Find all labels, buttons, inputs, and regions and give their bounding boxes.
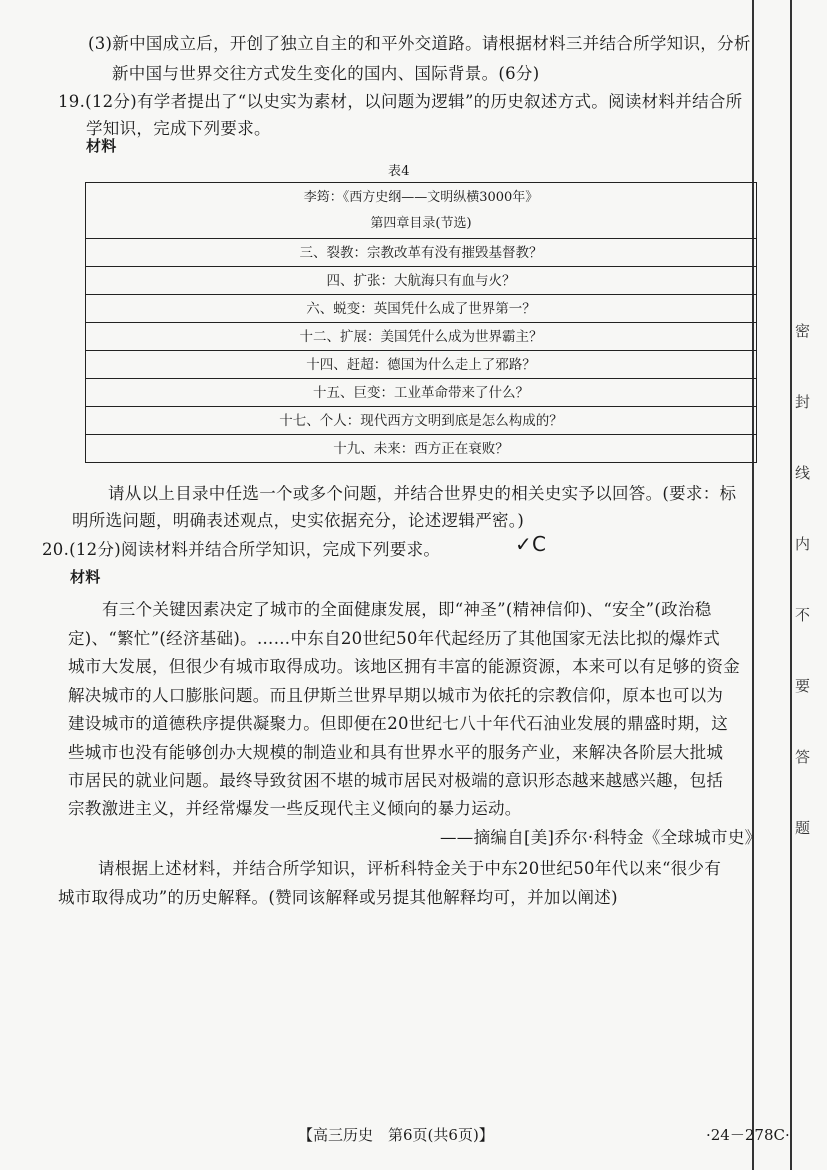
seal-char: 题	[795, 819, 811, 837]
q20-question: 请根据上述材料，并结合所学知识，评析科特金关于中东20世纪50年代以来“很少有	[98, 859, 722, 878]
q20-stem: 20.(12分)阅读材料并结合所学知识，完成下列要求。	[42, 540, 441, 559]
table-row: 十五、巨变：工业革命带来了什么？	[86, 379, 756, 407]
paper-code: ·24－278C·	[706, 1126, 790, 1144]
material-line: 些城市也没有能够创办大规模的制造业和具有世界水平的服务产业，来解决各阶层大批城	[68, 743, 724, 762]
material-line: 解决城市的人口膨胀问题。而且伊斯兰世界早期以城市为依托的宗教信仰，原本也可以为	[68, 686, 724, 705]
q19-stem: 19.(12分)有学者提出了“以史实为素材，以问题为逻辑”的历史叙述方式。阅读材料并结合所	[58, 92, 743, 111]
binding-line-inner	[752, 0, 754, 1170]
material-line: 城市大发展，但很少有城市取得成功。该地区拥有丰富的能源资源，本来可以有足够的资金	[68, 657, 740, 676]
q20-material-label: 材料	[70, 568, 101, 586]
material-line: 建设城市的道德秩序提供凝聚力。但即便在20世纪七八十年代石油业发展的鼎盛时期，这	[68, 714, 728, 733]
q19-stem: 学知识，完成下列要求。	[86, 119, 271, 138]
material-line: 宗教激进主义，并经常爆发一些反现代主义倾向的暴力运动。	[68, 799, 522, 818]
material-line: 市居民的就业问题。最终导致贫困不堪的城市居民对极端的意识形态越来越感兴趣，包括	[68, 771, 724, 790]
seal-char: 密	[795, 322, 811, 340]
q18-3-line: 新中国与世界交往方式发生变化的国内、国际背景。(6分)	[112, 64, 540, 83]
page-number: 【高三历史 第6页(共6页)】	[298, 1126, 494, 1144]
seal-char: 内	[795, 535, 811, 553]
handwritten-mark: ✓C	[515, 532, 547, 556]
q20-question: 城市取得成功”的历史解释。(赞同该解释或另提其他解释均可，并加以阐述)	[58, 888, 618, 907]
material-line: 定)、“繁忙”(经济基础)。……中东自20世纪50年代起经历了其他国家无法比拟的爆炸式	[68, 629, 721, 648]
table-caption: 表4	[388, 164, 410, 179]
table-row: 四、扩张：大航海只有血与火？	[86, 267, 756, 295]
chapter-title: 第四章目录(节选)	[370, 216, 472, 231]
table-row: 三、裂教：宗教改革有没有摧毁基督教？	[86, 239, 756, 267]
material-source: ——摘编自[美]乔尔·科特金《全球城市史》	[440, 828, 762, 847]
seal-char: 答	[795, 748, 811, 766]
table-row: 十七、个人：现代西方文明到底是怎么构成的？	[86, 407, 756, 435]
q19-material-label: 材料	[86, 137, 117, 155]
seal-char: 封	[795, 393, 811, 411]
table-row: 十二、扩展：美国凭什么成为世界霸主？	[86, 323, 756, 351]
binding-line-outer	[790, 0, 792, 1170]
q19-question: 请从以上目录中任选一个或多个问题，并结合世界史的相关史实予以回答。(要求：标	[108, 484, 737, 503]
seal-char: 线	[795, 464, 811, 482]
seal-char: 不	[795, 606, 811, 624]
seal-line-notice	[795, 320, 821, 838]
q18-3-line: (3)新中国成立后，开创了独立自主的和平外交道路。请根据材料三并结合所学知识，分析	[88, 34, 751, 53]
contents-table	[85, 182, 757, 463]
table-row: 六、蜕变：英国凭什么成了世界第一？	[86, 295, 756, 323]
table-row: 十九、未来：西方正在衰败？	[86, 435, 756, 463]
q19-question: 明所选问题，明确表述观点，史实依据充分，论述逻辑严密。)	[72, 511, 525, 530]
book-title: 李筠：《西方史纲——文明纵横3000年》	[303, 190, 539, 205]
material-line: 有三个关键因素决定了城市的全面健康发展，即“神圣”(精神信仰)、“安全”(政治稳	[102, 600, 712, 619]
table-header	[86, 183, 756, 239]
table-row: 十四、赶超：德国为什么走上了邪路？	[86, 351, 756, 379]
seal-char: 要	[795, 677, 811, 695]
